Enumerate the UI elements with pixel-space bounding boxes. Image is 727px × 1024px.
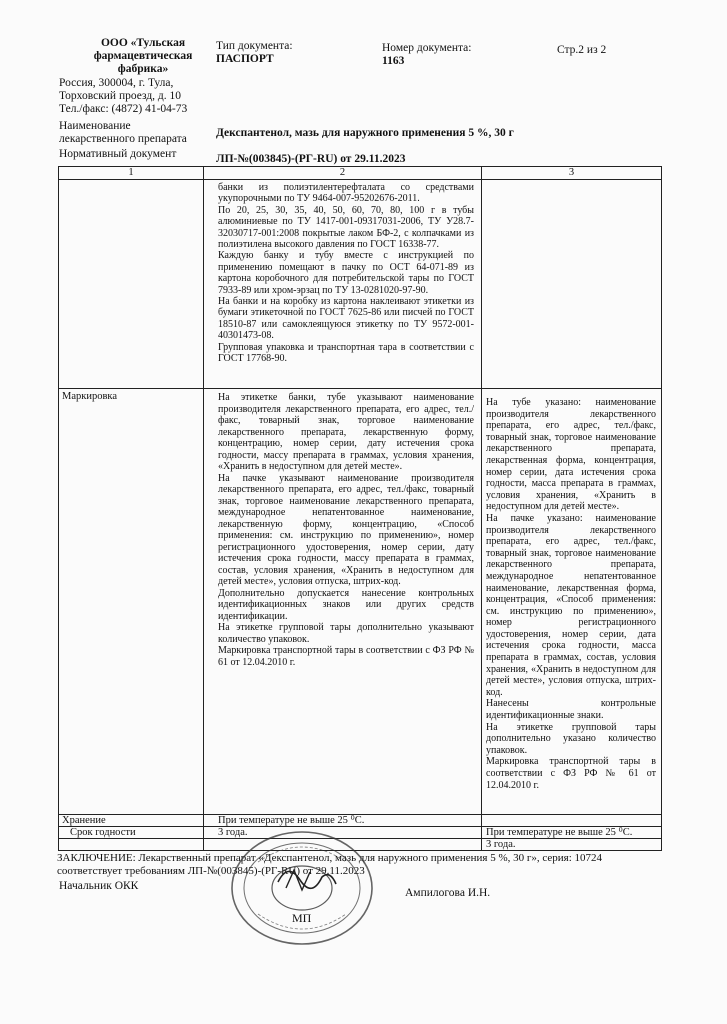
marking-requirement-paragraph: На этикетке групповой тары дополнительно указывают количество упаковок. — [218, 622, 474, 645]
storage-label: Хранение — [62, 815, 106, 826]
company-stamp — [218, 822, 386, 946]
normative-document-value: ЛП-№(003845)-(РГ-RU) от 29.11.2023 — [216, 153, 406, 165]
storage-requirement: При температуре не выше 25 ⁰С. — [218, 815, 365, 826]
product-name-label: Наименование лекарственного препарата — [59, 120, 187, 145]
table-row-border — [58, 388, 662, 389]
document-type-label: Тип документа: — [216, 40, 293, 52]
marking-requirement-paragraph: На этикетке банки, тубе указывают наименование производителя лекарственного препарата, его адрес, тел./факс, товарный знак, торговое наименование лекарственного препарата, лекарственную форму, концентрацию, номер серии, дату истечения срока годности, массу препарата в граммах, условия хранения, «Хранить в недоступном для детей месте». — [218, 392, 474, 472]
company-name: ООО «Тульская фармацевтическая фабрика» — [93, 37, 193, 75]
marking-result-cell — [486, 397, 656, 791]
signatory-name: Ампилогова И.Н. — [405, 887, 491, 899]
column-number-2: 2 — [339, 167, 346, 178]
shelf-life-requirement: 3 года. — [218, 827, 248, 838]
storage-result: При температуре не выше 25 ⁰С. — [486, 827, 633, 838]
shelf-life-result: 3 года. — [486, 839, 516, 850]
table-right-border — [661, 166, 662, 850]
table-left-border — [58, 166, 59, 850]
marking-requirement-paragraph: Маркировка транспортной тары в соответствии с ФЗ РФ № 61 от 12.04.2010 г. — [218, 645, 474, 668]
packaging-paragraph: банки из полиэтилентерефталата со средствами укупорочными по ТУ 9464-007-95202676-2011. — [218, 182, 474, 205]
stamp-label: МП — [292, 911, 312, 925]
table-column-border — [203, 166, 204, 850]
marking-requirement-paragraph: Дополнительно допускается нанесение контрольных идентификационных знаков или других средств идентификации. — [218, 587, 474, 622]
marking-result-paragraph: Нанесены контрольные идентификационные знаки. — [486, 698, 656, 722]
packaging-paragraph: Групповая упаковка и транспортная тара в соответствии с ГОСТ 17768-90. — [218, 341, 474, 365]
marking-result-paragraph: На тубе указано: наименование производителя лекарственного препарата, его адрес, тел./факс, товарный знак, торговое наименование лекарственного препарата, лекарственная форма, концентрация, номер серии, дата истечения срока годности, масса препарата в граммах, условия хранения, «Хранить в недоступном для детей месте». — [486, 397, 656, 513]
column-number-1: 1 — [128, 167, 134, 178]
marking-requirement-cell — [218, 392, 474, 668]
marking-result-paragraph: Маркировка транспортной тары в соответствии с ФЗ РФ № 61 от 12.04.2010 г. — [486, 756, 656, 791]
marking-requirement-paragraph: На пачке указывают наименование производителя лекарственного препарата, его адрес, тел./факс, товарный знак, торговое наименование лекарственного препарата, международное непатентованное наименование, лекарственную форму, концентрацию, «Способ применения: см. инструкцию по применению», номер регистрационного удостоверения, номер серии, дату истечения срока годности, массу препарата в граммах, состав, условия хранения, «Хранить в недоступном для детей месте», условия отпуска, штрих-код. — [218, 472, 474, 587]
page-info: Стр.2 из 2 — [557, 44, 607, 56]
normative-document-label: Нормативный документ — [59, 148, 177, 160]
packaging-paragraph: На банки и на коробку из картона наклеивают этикетки из бумаги этикеточной по ГОСТ 7625-86 или писчей по ГОСТ 18510-87 или самоклеящуюся этикетку по ТУ 9572-001-40301473-08. — [218, 296, 474, 342]
document-type-value: ПАСПОРТ — [216, 53, 274, 65]
document-number-label: Номер документа: — [382, 42, 472, 54]
packaging-paragraph: По 20, 25, 30, 35, 40, 50, 60, 70, 80, 100 г в тубы алюминиевые по ТУ 1417-001-09317031-2006, ТУ У28.7-32030717-001:2008 покрытые лаком БФ-2, с колпачками из полиэтилена высокого давления по ГОСТ 16338-77. — [218, 204, 474, 251]
marking-result-paragraph: На пачке указано: наименование производителя лекарственного препарата, его адрес, тел./факс, товарный знак, торговое наименование лекарственного препарата, международное непатентованное наименование, лекарственная форма, концентрация, «Способ применения: см. инструкцию по применению», номер регистрационного удостоверения, номер серии, дата истечения срока годности, масса препарата в граммах, состав, условия хранения, «Хранить в недоступном для детей месте», условия отпуска, штрих-код. — [486, 512, 656, 698]
packaging-paragraph: Каждую банку и тубу вместе с инструкцией по применению помещают в пачку по ОСТ 64-071-89 из картона коробочного для потребительской тары по ГОСТ 7933-89 или хром-эрзац по ТУ 13-0281020-97-90. — [218, 250, 474, 296]
column-number-3: 3 — [568, 167, 575, 178]
conclusion-line: ЗАКЛЮЧЕНИЕ: Лекарственный препарат «Декспантенол, мазь для наружного применения 5 %, 30 г», серия: 10724 — [57, 852, 603, 864]
marking-result-paragraph: На этикетке групповой тары дополнительно указано количество упаковок. — [486, 721, 656, 756]
signatory-position: Начальник ОКК — [59, 880, 139, 892]
document-number-value: 1163 — [382, 55, 405, 67]
company-address: Россия, 300004, г. Тула, Торховский проезд, д. 10 Тел./факс: (4872) 41-04-73 — [59, 77, 188, 115]
conclusion-line: соответствует требованиям ЛП-№(003845)-(РГ-RU) от 29.11.2023 — [57, 865, 365, 877]
table-column-border — [481, 166, 482, 850]
product-name: Декспантенол, мазь для наружного применения 5 %, 30 г — [216, 127, 514, 139]
shelf-life-label: Срок годности — [70, 827, 136, 838]
packaging-requirement-cell — [218, 182, 474, 365]
marking-label: Маркировка — [62, 391, 118, 402]
